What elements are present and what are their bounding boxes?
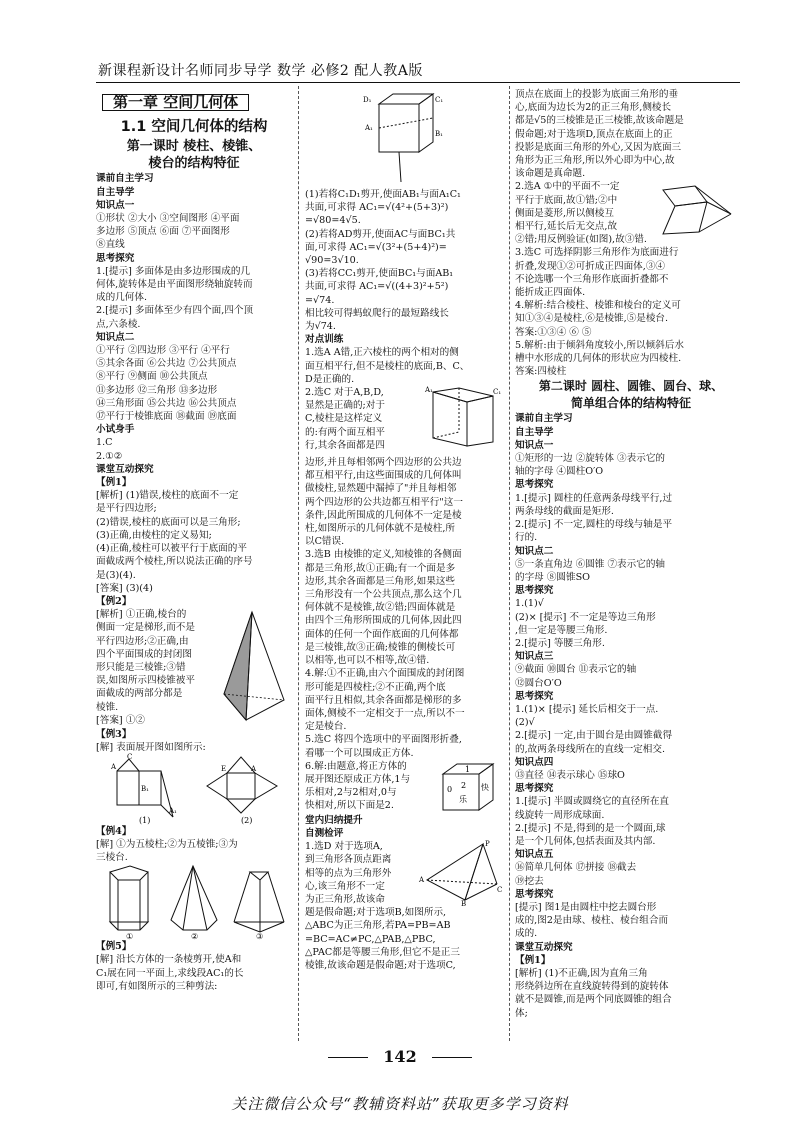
text-line: ⑤一条直角边 ⑥圆锥 ⑦表示它的轴: [515, 558, 666, 570]
text-line: 棱锥,故该命题是假命题;对于选项C,: [305, 959, 456, 971]
text-line: 知识点二: [515, 545, 554, 557]
text-line: 槽中水形成的几何体的形状应为四棱柱.: [515, 353, 682, 365]
text-block: [305, 456, 505, 760]
text-line: 相平行,延长后无交点,故: [515, 221, 618, 233]
text-line: ①矩形的一边 ②旋转体 ③表示它的: [515, 453, 666, 465]
example-2: [96, 608, 292, 728]
tetra-net-figure: [201, 755, 285, 825]
text-line: 2.[提示] 不一定,圆柱的母线与轴是平: [515, 519, 673, 531]
item-2: [515, 180, 747, 246]
text-line: 是三棱锥,故③正确;棱锥的侧棱长可: [305, 641, 456, 653]
text-line: 两个四边形的公共边都互相平行"这一: [305, 496, 463, 508]
text-line: 折叠,发现①②可折成正四面体,③④: [515, 260, 666, 272]
text-line: ⑪多边形 ⑫三角形 ⑬多边形: [96, 384, 218, 396]
column-3: [515, 88, 747, 1020]
text-line: 思考探究: [515, 783, 554, 795]
text-line: 课前自主学习: [96, 173, 154, 185]
pentagonal-pyramid-figure: [165, 864, 223, 940]
text-block: [305, 188, 505, 386]
text-line: 乐相对,2与2相对,0与: [305, 787, 397, 799]
text-line: 就不是圆锥,而是两个同底圆锥的组合: [515, 994, 672, 1006]
text-line: 知识点五: [515, 849, 554, 861]
prism-figure: [423, 386, 503, 456]
text-line: 轴的字母 ④圆柱O′O: [515, 466, 604, 478]
text-line: 相比较可得蚂蚁爬行的最短路线长: [305, 307, 449, 319]
text-line: 2.选A ①中的平面不一定: [515, 181, 620, 193]
text-line: 1.选A A错,正六棱柱的两个相对的侧: [305, 347, 459, 359]
text-line: 该命题是真命题.: [515, 168, 586, 180]
text-line: 何体就不是棱锥,故②错;四面体就是: [305, 602, 456, 614]
text-line: 共面,可求得 AC₁=√((4+3)²+5²): [305, 281, 449, 293]
text-line: (2)若将AD剪开,使面AC与面BC₁共: [305, 228, 456, 240]
svg-text:C₁: C₁: [493, 388, 502, 397]
chapter-title: 第一章 空间几何体: [102, 94, 249, 111]
text-line: 是一个几何体,包括表面及其内部.: [515, 835, 656, 847]
text-line: [解析] (1)不正确,因为直角三角: [515, 968, 648, 979]
svg-text:C₁: C₁: [435, 96, 444, 104]
text-line: ⑰平行于棱锥底面 ⑱截面 ⑲底面: [96, 411, 237, 423]
text-line: 柱,如图所示的几何体就不是棱柱,所: [305, 523, 456, 535]
text-line: 平行于底面,故①错;②中: [515, 194, 618, 206]
svg-text:P: P: [485, 840, 490, 849]
text-line: 投影是底面三角形的外心,又因为底面三: [515, 141, 682, 153]
tetrahedron-figure: [417, 840, 503, 909]
text-block: [96, 825, 292, 865]
text-line: 2.[提示] 一定,由于圆台是由圆锥截得: [515, 730, 673, 742]
text-line: 是平行四边形;: [96, 503, 157, 515]
text-line: 线旋转一周形成球面.: [515, 809, 605, 821]
text-line: 三棱台.: [96, 851, 128, 863]
text-line: 1.(1)√: [515, 598, 544, 610]
text-line: ⑭三角形面 ⑮公共边 ⑯公共顶点: [96, 397, 237, 409]
text-line: 课前自主学习: [515, 413, 573, 425]
svg-text:B₁: B₁: [435, 130, 443, 138]
text-line: 【例3】: [96, 729, 132, 741]
text-line: [解] ①为五棱柱;②为五棱锥;③为: [96, 838, 238, 850]
text-line: 到三角形各顶点距离: [305, 854, 392, 866]
text-line: 面互相平行,但不是棱柱的底面,B、C、: [305, 360, 470, 372]
text-line: 条件,因此所围成的几何体不一定是棱: [305, 509, 462, 521]
pyramid-figure: [216, 608, 292, 728]
text-line: 【例1】: [96, 477, 132, 489]
svg-text:E: E: [221, 764, 227, 773]
text-line: 即可,有如图所示的三种剪法:: [96, 980, 218, 992]
text-line: 由四个三角形所围成的几何体,因此四: [305, 615, 462, 627]
text-line: 1.[提示] 圆柱的任意两条母线平行,过: [515, 492, 673, 504]
figure-caption: ①: [125, 932, 133, 942]
svg-text:D₁: D₁: [363, 96, 372, 104]
text-line: (4)正确,棱柱可以被平行于底面的平: [96, 543, 247, 555]
text-line: 体;: [515, 1007, 528, 1019]
text-line: [答案] (3)(4): [96, 582, 153, 594]
text-line: 两条母线的截面是矩形.: [515, 505, 614, 517]
text-line: 知识点一: [96, 199, 135, 211]
cube-face-label: 2: [461, 780, 467, 790]
text-line: 以相等,也可以不相等,故④错.: [305, 655, 430, 667]
text-line: 相等的点为三角形外: [305, 867, 392, 879]
text-line: 都是√5的三棱锥是正三棱锥,故该命题是: [515, 115, 684, 127]
net-figures: [96, 752, 292, 825]
text-line: 3.选C 可选择阴影三角形作为底面进行: [515, 247, 679, 259]
text-line: (2)× [提示] 不一定是等边三角形: [515, 611, 656, 623]
svg-text:A₁: A₁: [425, 386, 433, 395]
text-block: [96, 608, 216, 728]
text-line: 课堂互动探究: [515, 941, 573, 953]
text-line: 堂内归纳提升: [305, 814, 363, 826]
text-line: 形只能是三棱锥;③错: [96, 661, 186, 673]
text-line: 知①③④是棱柱,⑥是棱锥,⑤是棱台.: [515, 313, 669, 325]
text-line: ⑧直线: [96, 239, 125, 251]
figure-caption: ②: [190, 932, 199, 942]
text-line: 多边形 ⑤顶点 ⑥面 ⑦平面图形: [96, 226, 230, 238]
text-line: ②错;用反例验证(如图),故③错.: [515, 234, 647, 246]
text-line: 2.[提示] 等腰三角形.: [515, 637, 605, 649]
header-rule: [96, 82, 740, 83]
svg-text:A₁: A₁: [365, 124, 373, 132]
text-line: 思考探究: [515, 585, 554, 597]
text-line: 1.[提示] 多面体是由多边形围成的几: [96, 265, 251, 277]
item-2: [305, 386, 505, 456]
text-line: 对点训练: [305, 334, 344, 346]
cube-face-label: 0: [447, 784, 453, 794]
text-line: [解析] (1)错误,棱柱的底面不一定: [96, 490, 239, 502]
text-line: 定是棱台.: [305, 721, 347, 733]
text-line: 4.解:①不正确,由六个面围成的封闭图: [305, 668, 465, 680]
text-line: ⑫圆台O′O: [515, 677, 562, 689]
text-line: C,棱柱是这样定义: [305, 413, 383, 425]
text-line: 都是三角形,故①正确;有一个面是多: [305, 562, 456, 574]
text-line: (3)若将CC₁剪开,使面BC₁与面AB₁: [305, 268, 454, 280]
text-line: ⑤其余各面 ⑥公共边 ⑦公共顶点: [96, 358, 237, 370]
text-line: 的:有两个面互相平: [305, 426, 385, 438]
text-line: 面截成两个棱柱,所以说法正确的序号: [96, 556, 253, 568]
section-title: 1.1 空间几何体的结构: [120, 119, 268, 136]
text-line: [提示] 图1是由圆柱中挖去圆台形: [515, 901, 657, 913]
text-line: [解析] ①正确,棱台的: [96, 609, 187, 621]
text-line: [解] 沿长方体的一条棱剪开,使A和: [96, 954, 242, 966]
text-line: 1.(1)× [提示] 延长后相交于一点.: [515, 703, 659, 715]
text-line: 成的,图2是由球、棱柱、棱台组合而: [515, 915, 669, 927]
text-line: 知识点四: [515, 756, 554, 768]
lesson-title: 棱台的结构特征: [148, 156, 240, 172]
text-line: 显然是正确的;对于: [305, 400, 385, 412]
text-line: 行,其余各面都是四: [305, 439, 385, 451]
text-line: 平行四边形;②正确,由: [96, 635, 189, 647]
text-line: 思考探究: [96, 252, 135, 264]
text-line: ⑬直径 ⑭表示球心 ⑮球O: [515, 769, 625, 781]
footer-note: 关注微信公众号“教辅资料站”获取更多学习资料: [231, 1095, 569, 1113]
lesson-title: 简单组合体的结构特征: [570, 396, 691, 411]
text-line: ⑨截面 ⑩圆台 ⑪表示它的轴: [515, 664, 637, 676]
text-line: 顶点在底面上的投影为底面三角形的垂: [515, 89, 679, 100]
text-line: 自主导学: [515, 426, 554, 438]
text-line: ⑧平行 ⑨侧面 ⑩公共顶点: [96, 371, 208, 383]
text-line: 展开图还原成正方体,1与: [305, 773, 411, 785]
text-line: 都互相平行,由这些面围成的几何体叫: [305, 470, 462, 482]
cuboid-figure: [361, 90, 449, 186]
text-line: (2)错误,棱柱的底面可以是三角形;: [96, 516, 241, 528]
text-line: 答案:①③④ ⑥ ⑤: [515, 326, 592, 338]
text-line: 5.选C 将四个选项中的平面图形折叠,: [305, 734, 462, 746]
text-block: [96, 940, 292, 993]
text-line: 答案:四棱柱: [515, 366, 567, 378]
text-line: [解] 表面展开图如图所示:: [96, 742, 206, 754]
text-line: 误,如图所示四棱锥被平: [96, 675, 195, 687]
running-header: 新课程新设计名师同步导学 数学 必修2 配人教A版: [98, 63, 423, 79]
text-line: 心,底面为边长为2的正三角形,侧棱长: [515, 102, 672, 114]
svg-text:B: B: [461, 900, 467, 909]
text-line: 5.解析:由于倾斜角度较小,所以倾斜后水: [515, 339, 684, 351]
text-line: 6.解:由题意,将正方体的: [305, 760, 407, 772]
text-line: ⑯简单几何体 ⑰拼接 ⑱截去: [515, 862, 637, 874]
text-block: [515, 180, 655, 246]
text-line: 【例5】: [96, 941, 132, 953]
figure-caption: (2): [241, 815, 253, 825]
column-2: [305, 88, 505, 972]
column-separator: [298, 86, 299, 1041]
text-line: 自主导学: [96, 186, 135, 198]
text-block: [515, 412, 747, 1019]
text-line: (3)正确,由棱柱的定义易知;: [96, 529, 212, 541]
solid-figures: [96, 864, 292, 940]
text-block: [515, 88, 747, 180]
text-line: 2.①②: [96, 450, 123, 462]
text-line: 思考探究: [515, 479, 554, 491]
text-line: ①平行 ②四边形 ③平行 ④平行: [96, 345, 230, 357]
text-line: 四个平面围成的封闭图: [96, 648, 192, 660]
text-line: 为√74.: [305, 321, 336, 333]
text-line: 1.C: [96, 437, 113, 449]
self-test-1: [305, 840, 505, 972]
text-line: △ABC为正三角形,若PA=PB=AB: [305, 920, 451, 932]
svg-text:A: A: [111, 762, 117, 771]
page-number-rule: [432, 1057, 472, 1058]
text-block: [305, 814, 505, 840]
text-line: 思考探究: [515, 690, 554, 702]
text-line: 知识点三: [515, 651, 554, 663]
text-block: [305, 760, 437, 814]
text-line: 侧面一定是梯形,而不是: [96, 622, 195, 634]
text-line: 看哪一个可以围成正方体.: [305, 747, 414, 759]
text-line: 课堂互动探究: [96, 463, 154, 475]
cube-face-label: 1: [465, 764, 471, 774]
svg-text:C: C: [497, 886, 503, 895]
svg-text:A: A: [251, 764, 257, 773]
text-line: [答案] ①②: [96, 714, 145, 726]
text-line: 2.[提示] 不是,得到的是一个圆面,球: [515, 822, 666, 834]
text-line: 1.选D 对于选项A,: [305, 841, 383, 853]
text-line: 何体,旋转体是由平面图形绕轴旋转而: [96, 279, 253, 291]
text-line: 边形,其余各面都是三角形,如果这些: [305, 575, 456, 587]
text-line: 面体,侧棱不一定相交于一点,所以不一: [305, 707, 465, 719]
text-line: △PAC都是等腰三角形,但它不是正三: [305, 946, 460, 958]
text-line: 知识点二: [96, 331, 135, 343]
text-line: 面体的任何一个面作底面的几何体都: [305, 628, 459, 640]
text-line: 为正三角形,故该命: [305, 893, 385, 905]
text-line: C₁展在同一平面上,求线段AC₁的长: [96, 967, 244, 979]
page-number-value: 142: [383, 1047, 417, 1066]
text-line: 的字母 ⑧圆锥SO: [515, 571, 591, 583]
lesson-title: 第二课时 圆柱、圆锥、圆台、球、: [538, 379, 724, 394]
text-line: 成的几何体.: [96, 292, 148, 304]
text-line: 的,故两条母线所在的直线一定相交.: [515, 743, 666, 755]
text-line: √90=3√10.: [305, 255, 359, 267]
text-line: 4.解析:结合棱柱、棱锥和棱台的定义可: [515, 300, 681, 312]
triangular-frustum-figure: [230, 864, 288, 940]
svg-text:B₁: B₁: [141, 784, 149, 793]
text-line: 点,六条棱.: [96, 318, 141, 330]
text-line: 小试身手: [96, 424, 135, 436]
text-line: 棱锥.: [96, 701, 119, 713]
text-line: 是(3)(4).: [96, 569, 136, 581]
text-line: 形绕斜边所在直线旋转得到的旋转体: [515, 981, 669, 993]
text-line: (2)√: [515, 717, 535, 729]
box-net-figure: [103, 752, 187, 825]
text-line: 3.选B 由棱锥的定义,知棱锥的各侧面: [305, 549, 462, 561]
text-line: =√80=4√5.: [305, 215, 361, 227]
cube-net-figure: [437, 760, 501, 814]
text-line: =BC=AC≠PC,△PAB,△PBC,: [305, 933, 436, 945]
text-line: (1)若将C₁D₁剪开,使面AB₁与面A₁C₁: [305, 189, 461, 200]
text-line: 三角形没有一个公共顶点,那么这个几: [305, 589, 462, 601]
text-line: 1.[提示] 半圆或圆绕它的直径所在直: [515, 796, 670, 808]
text-block: [305, 840, 460, 972]
text-line: 知识点一: [515, 439, 554, 451]
text-line: 侧面是菱形,所以侧棱互: [515, 207, 614, 219]
counterexample-figure: [655, 180, 741, 246]
text-line: 思考探究: [515, 888, 554, 900]
page-number: [0, 1047, 800, 1066]
cube-face-label: 快: [481, 782, 489, 792]
text-line: 【例1】: [515, 954, 551, 966]
text-line: ①形状 ②大小 ③空间图形 ④平面: [96, 213, 240, 225]
text-line: 能折成正四面体.: [515, 287, 586, 299]
text-line: 面截成的两部分都是: [96, 688, 183, 700]
text-line: 题是假命题;对于选项B,如图所示,: [305, 907, 447, 919]
page-number-rule: [328, 1057, 368, 1058]
figure-caption: ③: [256, 932, 264, 942]
text-line: 边形,并且每相邻两个四边形的公共边: [305, 457, 462, 469]
lesson-title: 第一课时 棱柱、棱锥、: [126, 139, 262, 155]
text-line: 面平行且相似,其余各面都是梯形的多: [305, 694, 462, 706]
text-line: ,但一定是等腰三角形.: [515, 624, 608, 636]
text-line: D是正确的.: [305, 373, 355, 385]
text-line: =√74.: [305, 294, 335, 306]
text-line: 2.选C 对于A,B,D,: [305, 387, 384, 399]
text-line: 共面,可求得 AC₁=√(4²+(5+3)²): [305, 202, 449, 214]
pentagonal-prism-figure: [100, 864, 158, 940]
text-line: 不论选哪一个三角形作底面折叠都不: [515, 273, 669, 285]
text-line: 假命题;对于选项D,顶点在底面上的正: [515, 128, 673, 140]
text-line: 面,可求得 AC₁=√(3²+(5+4)²)=: [305, 241, 447, 253]
svg-text:A: A: [419, 876, 425, 885]
column-1: [96, 88, 292, 993]
text-line: 做棱柱,显然题中漏掉了"并且每相邻: [305, 483, 457, 495]
text-line: 成的.: [515, 928, 538, 940]
text-block: [305, 386, 423, 456]
text-line: 心,该三角形不一定: [305, 880, 385, 892]
item-6: [305, 760, 505, 814]
text-line: 形可能是四棱柱;②不正确,两个底: [305, 681, 446, 693]
svg-text:A₁: A₁: [169, 806, 177, 815]
text-block: [96, 728, 292, 754]
text-line: 行的.: [515, 532, 538, 544]
figure-caption: (1): [139, 815, 151, 825]
text-line: 角形为正三角形,所以外心即为中心,故: [515, 155, 675, 167]
text-block: [96, 172, 292, 608]
text-line: 自测检评: [305, 827, 344, 839]
text-line: ⑲挖去: [515, 875, 544, 887]
svg-text:C: C: [127, 752, 133, 761]
column-separator: [509, 86, 510, 1041]
text-line: 【例4】: [96, 825, 132, 837]
cube-face-label: 乐: [459, 794, 467, 804]
text-line: 快相对,所以下面是2.: [305, 800, 394, 812]
text-line: 2.[提示] 多面体至少有四个面,四个顶: [96, 305, 254, 317]
text-line: 【例2】: [96, 595, 132, 607]
text-block: [515, 246, 747, 378]
text-line: 以C错误.: [305, 536, 345, 548]
